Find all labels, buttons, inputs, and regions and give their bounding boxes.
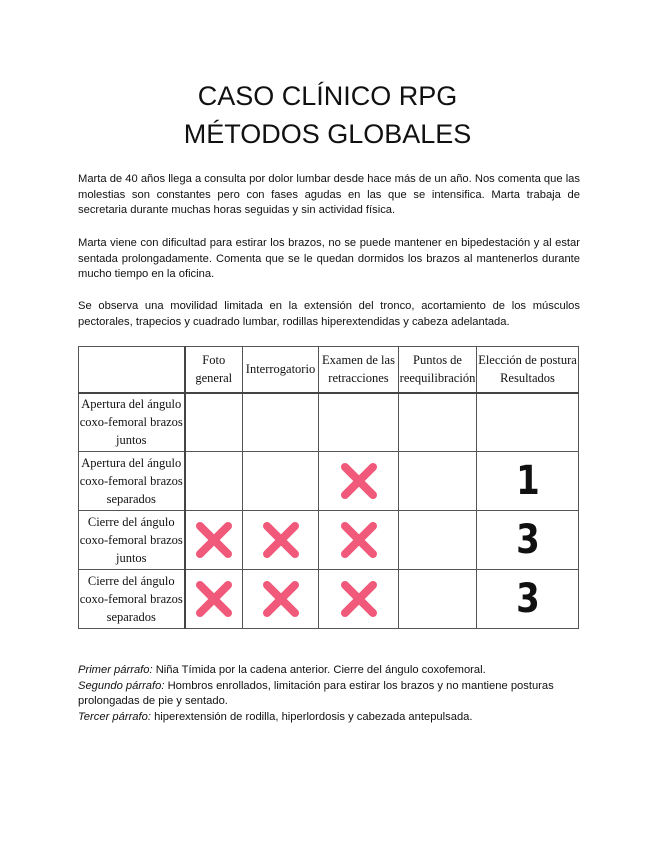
note-label: Tercer párrafo: [78, 710, 151, 723]
mark-cell [185, 452, 243, 511]
mark-cell [185, 570, 243, 629]
result-number: 3 [515, 576, 540, 622]
mark-cell [399, 452, 477, 511]
note-text: Hombros enrollados, limitación para estirar los brazos y no mantiene posturas prolongadas de pie y sentado. [78, 679, 554, 708]
row-label: Cierre del ángulo coxo-femoral brazos separados [79, 570, 185, 629]
header-examen-retracciones: Examen de las retracciones [319, 347, 399, 393]
result-cell [477, 511, 579, 570]
row-label: Apertura del ángulo coxo-femoral brazos juntos [79, 393, 185, 452]
mark-cell [243, 570, 319, 629]
result-cell [477, 570, 579, 629]
note-text: Niña Tímida por la cadena anterior. Cierre del ángulo coxofemoral. [152, 664, 486, 676]
header-eleccion-postura: Elección de postura Resultados [477, 347, 579, 393]
mark-cell [243, 393, 319, 452]
result-number: 1 [515, 458, 540, 504]
mark-cell [399, 511, 477, 570]
mark-cell [185, 393, 243, 452]
cross-icon [261, 520, 301, 560]
table-row [79, 393, 579, 452]
row-label: Cierre del ángulo coxo-femoral brazos juntos [79, 511, 185, 570]
result-number: 3 [515, 517, 540, 563]
paragraph-2: Marta viene con dificultad para estirar los brazos, no se puede mantener en bipedestación y al estar sentada prolongadamente. Comenta que se le quedan dormidos los brazos al mantenerlos durante mucho tiempo en la oficina. [78, 237, 580, 281]
header-foto-general: Foto general [185, 347, 243, 393]
note-1 [78, 663, 580, 679]
mark-cell [243, 511, 319, 570]
page-subtitle: MÉTODOS GLOBALES [183, 119, 472, 149]
evaluation-table [78, 346, 579, 629]
cross-icon [339, 520, 379, 560]
mark-cell [319, 452, 399, 511]
mark-cell [319, 393, 399, 452]
page-title: CASO CLÍNICO RPG [197, 81, 458, 111]
table-row [79, 570, 579, 629]
paragraph-1: Marta de 40 años llega a consulta por dolor lumbar desde hace más de un año. Nos comenta que las molestias son constantes pero con fases agudas en las que se intensifica. Marta trabaja de secretaria durante muchas horas seguidas y sin actividad física. [78, 173, 580, 217]
mark-cell [185, 511, 243, 570]
note-2 [78, 679, 580, 710]
summary-notes [78, 663, 580, 725]
result-cell [477, 452, 579, 511]
cross-icon [194, 520, 234, 560]
header-puntos-reequilibracion: Puntos de reequilibración [399, 347, 477, 393]
note-label: Primer párrafo: [78, 664, 153, 676]
note-label: Segundo párrafo: [78, 679, 165, 692]
mark-cell [399, 393, 477, 452]
mark-cell [319, 570, 399, 629]
table-header-row [79, 347, 579, 393]
cross-icon [339, 579, 379, 619]
table-corner-cell [79, 347, 185, 393]
header-interrogatorio: Interrogatorio [243, 347, 319, 393]
row-label: Apertura del ángulo coxo-femoral brazos separados [79, 452, 185, 511]
cross-icon [194, 579, 234, 619]
mark-cell [319, 511, 399, 570]
paragraph-3: Se observa una movilidad limitada en la extensión del tronco, acortamiento de los músculos pectorales, trapecios y cuadrado lumbar, rodillas hiperextendidas y cabeza adelantada. [78, 300, 580, 328]
note-text: hiperextensión de rodilla, hiperlordosis y cabezada antepulsada. [150, 710, 473, 723]
cross-icon [339, 461, 379, 501]
mark-cell [399, 570, 477, 629]
mark-cell [243, 452, 319, 511]
table-row [79, 452, 579, 511]
result-cell [477, 393, 579, 452]
note-3 [78, 710, 580, 726]
table-row [79, 511, 579, 570]
cross-icon [261, 579, 301, 619]
